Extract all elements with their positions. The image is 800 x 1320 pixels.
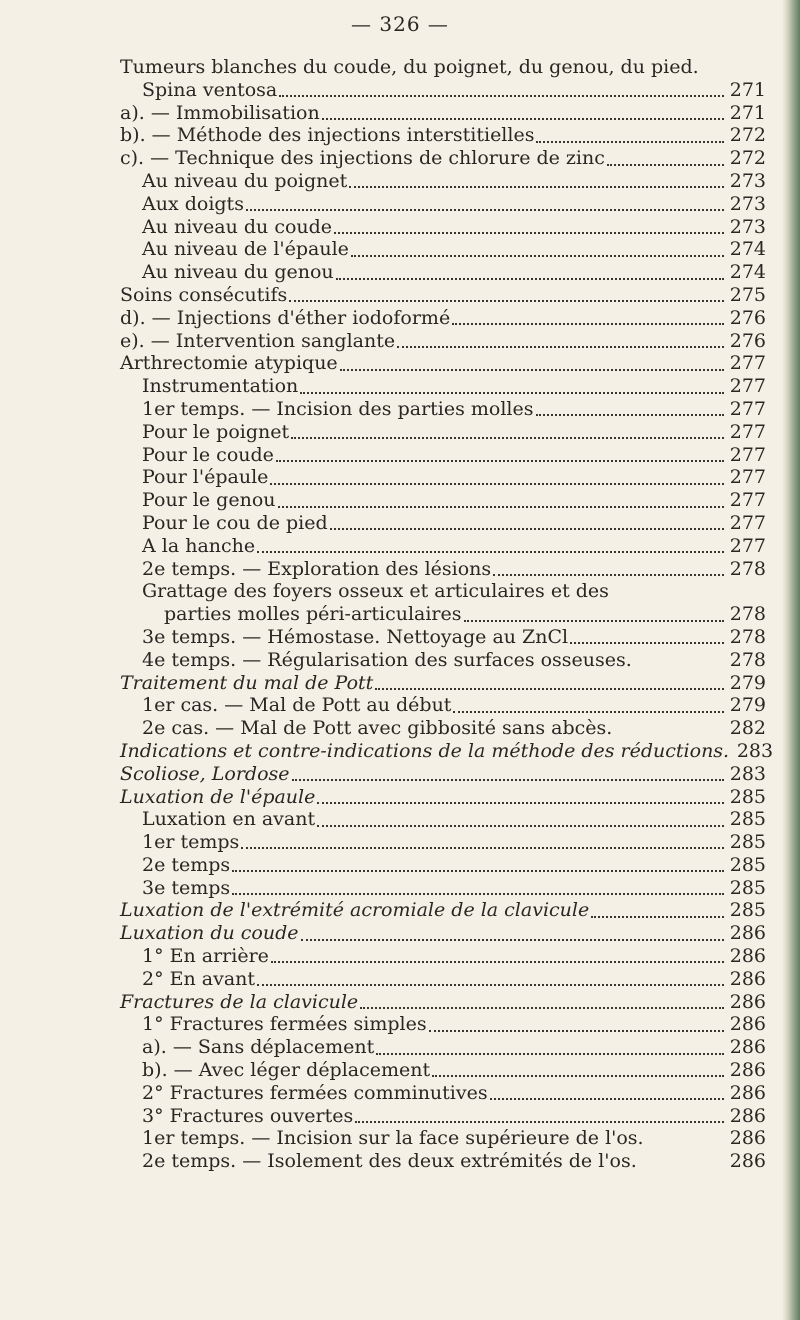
toc-entry-page: 278: [729, 557, 766, 580]
toc-entry: [120, 1082, 766, 1105]
dot-leader: [257, 984, 724, 986]
toc-entry-label: Instrumentation: [142, 375, 299, 398]
toc-entry: [120, 124, 766, 147]
toc-entry-label: 2e temps. — Exploration des lésions: [142, 557, 492, 580]
toc-entry: [120, 831, 766, 854]
dot-leader: [376, 1053, 724, 1055]
toc-entry-label: Luxation de l'extrémité acromiale de la clavicule: [120, 899, 590, 922]
dot-leader: [322, 118, 724, 120]
toc-entry: [120, 147, 766, 170]
toc-entry: [120, 945, 766, 968]
toc-entry-label: Indications et contre-indications de la méthode des réductions.: [120, 739, 730, 762]
table-of-contents: [120, 56, 774, 1173]
toc-entry-page: 286: [729, 1104, 766, 1127]
toc-entry-label: d). — Injections d'éther iodoformé: [120, 306, 451, 329]
toc-entry: [120, 466, 766, 489]
dot-leader: [279, 95, 724, 97]
dot-leader: [300, 392, 724, 394]
toc-entry-page: 277: [729, 420, 766, 443]
dot-leader: [432, 1075, 724, 1077]
toc-entry-page: 278: [729, 603, 766, 626]
toc-entry-label: Grattage des foyers osseux et articulaires et des: [142, 580, 609, 603]
toc-entry-page: 285: [729, 899, 766, 922]
toc-entry: [120, 352, 766, 375]
toc-entry: [120, 284, 766, 307]
toc-entry: [120, 854, 766, 877]
toc-entry-label: parties molles péri-articulaires: [164, 603, 462, 626]
toc-entry: [120, 1013, 766, 1036]
toc-entry: [120, 763, 766, 786]
toc-entry: [120, 398, 766, 421]
dot-leader: [340, 369, 724, 371]
toc-entry-label: Au niveau du genou: [142, 261, 334, 284]
toc-entry: [120, 1127, 766, 1150]
toc-entry-label: b). — Méthode des injections interstitielles: [120, 124, 535, 147]
toc-entry-page: 286: [729, 945, 766, 968]
toc-entry-label: Pour le cou de pied: [142, 511, 328, 534]
toc-entry-label: Pour le genou: [142, 489, 276, 512]
toc-entry-label: 3° Fractures ouvertes: [142, 1104, 354, 1127]
dot-leader: [291, 437, 724, 439]
toc-entry: [120, 512, 766, 535]
toc-entry-page: 277: [729, 466, 766, 489]
toc-entry-page: 278: [729, 648, 766, 671]
toc-entry-page: 277: [729, 511, 766, 534]
toc-entry-label: 1er temps: [142, 831, 240, 854]
toc-entry-page: 286: [729, 1127, 766, 1150]
toc-entry-label: e). — Intervention sanglante: [120, 329, 396, 352]
toc-entry: [120, 216, 766, 239]
toc-entry-label: Luxation du coude: [120, 922, 299, 945]
toc-entry-page: 277: [729, 489, 766, 512]
toc-entry-page: 275: [729, 283, 766, 306]
toc-entry-page: 283: [729, 762, 766, 785]
toc-entry: [120, 102, 766, 125]
toc-entry-page: 286: [729, 1059, 766, 1082]
toc-entry-label: Luxation en avant: [142, 808, 316, 831]
toc-entry-label: b). — Avec léger déplacement: [142, 1059, 431, 1082]
dot-leader: [271, 961, 724, 963]
toc-entry-label: 2° En avant: [142, 967, 256, 990]
toc-entry: [120, 808, 766, 831]
toc-entry-page: 283: [736, 739, 774, 762]
toc-entry: [120, 1059, 766, 1082]
toc-entry-page: 274: [729, 261, 766, 284]
toc-entry-page: 286: [729, 990, 766, 1013]
toc-entry-label: Scoliose, Lordose: [120, 762, 290, 785]
toc-entry: [120, 238, 766, 261]
toc-entry-page: 278: [729, 625, 766, 648]
dot-leader: [301, 939, 725, 941]
dot-leader: [334, 232, 724, 234]
toc-entry: [120, 330, 766, 353]
toc-entry-page: 273: [729, 192, 766, 215]
toc-entry-page: 285: [729, 853, 766, 876]
toc-entry: [120, 1036, 766, 1059]
dot-leader: [317, 825, 724, 827]
toc-entry-page: 277: [729, 375, 766, 398]
toc-entry: [120, 193, 766, 216]
toc-entry-page: 277: [729, 352, 766, 375]
page-edge-shadow: [782, 0, 800, 1320]
toc-entry-label: Pour l'épaule: [142, 466, 269, 489]
dot-leader: [241, 847, 724, 849]
dot-leader: [570, 642, 724, 644]
toc-entry-page: 285: [729, 785, 766, 808]
toc-entry: [120, 56, 766, 79]
toc-entry-label: Au niveau de l'épaule: [142, 238, 349, 261]
dot-leader: [317, 802, 724, 804]
toc-entry: [120, 603, 766, 626]
toc-entry-label: Au niveau du coude: [142, 215, 333, 238]
toc-entry-label: 1° Fractures fermées simples: [142, 1013, 427, 1036]
toc-entry-page: 286: [729, 922, 766, 945]
dot-leader: [452, 323, 724, 325]
dot-leader: [536, 141, 724, 143]
toc-entry-page: 286: [729, 967, 766, 990]
toc-entry: [120, 626, 766, 649]
toc-entry: [120, 375, 766, 398]
toc-entry: [120, 489, 766, 512]
toc-entry-label: 1er cas. — Mal de Pott au début: [142, 694, 452, 717]
toc-entry-label: a). — Sans déplacement: [142, 1036, 375, 1059]
toc-entry: [120, 307, 766, 330]
page-number: — 326 —: [351, 12, 449, 36]
dot-leader: [360, 1007, 724, 1009]
toc-entry-label: Luxation de l'épaule: [120, 785, 316, 808]
dot-leader: [490, 1098, 724, 1100]
toc-entry: [120, 580, 766, 603]
dot-leader: [278, 506, 725, 508]
toc-entry: [120, 170, 766, 193]
toc-entry-label: 1er temps. — Incision sur la face supérieure de l'os.: [142, 1127, 644, 1150]
dot-leader: [336, 278, 724, 280]
toc-entry: [120, 739, 774, 763]
toc-entry-label: Spina ventosa: [142, 78, 278, 101]
toc-entry-page: 272: [729, 124, 766, 147]
dot-leader: [292, 779, 725, 781]
toc-entry-label: 1er temps. — Incision des parties molles: [142, 397, 534, 420]
toc-entry-label: a). — Immobilisation: [120, 101, 320, 124]
dot-leader: [276, 460, 724, 462]
toc-entry-page: 285: [729, 876, 766, 899]
toc-entry: [120, 877, 766, 900]
toc-entry-label: 3e temps: [142, 876, 231, 899]
toc-entry-page: 282: [729, 717, 766, 740]
dot-leader: [375, 688, 724, 690]
toc-entry-page: 276: [729, 329, 766, 352]
dot-leader: [257, 551, 724, 553]
dot-leader: [397, 346, 724, 348]
toc-entry: [120, 968, 766, 991]
dot-leader: [464, 620, 724, 622]
toc-entry: [120, 786, 766, 809]
dot-leader: [591, 916, 724, 918]
toc-entry-label: c). — Technique des injections de chlorure de zinc: [120, 147, 605, 170]
toc-entry-page: 273: [729, 215, 766, 238]
dot-leader: [246, 209, 724, 211]
toc-entry-label: 2e temps: [142, 853, 231, 876]
toc-entry-label: 1° En arrière: [142, 945, 269, 968]
toc-entry-label: Tumeurs blanches du coude, du poignet, du genou, du pied.: [120, 56, 699, 78]
toc-entry-label: 4e temps. — Régularisation des surfaces osseuses.: [142, 648, 632, 671]
toc-entry-label: Aux doigts: [142, 192, 244, 215]
dot-leader: [349, 186, 724, 188]
dot-leader: [232, 870, 724, 872]
toc-entry: [120, 79, 766, 102]
toc-entry-page: 274: [729, 238, 766, 261]
dot-leader: [270, 483, 724, 485]
toc-entry-label: 3e temps. — Hémostase. Nettoyage au ZnCl: [142, 625, 569, 648]
toc-entry-label: Fractures de la clavicule: [120, 990, 359, 1013]
toc-entry: [120, 694, 766, 717]
toc-entry: [120, 649, 766, 672]
dot-leader: [493, 574, 724, 576]
toc-entry-label: 2e cas. — Mal de Pott avec gibbosité sans abcès.: [142, 717, 613, 740]
dot-leader: [453, 711, 724, 713]
toc-entry-label: Traitement du mal de Pott: [120, 671, 374, 694]
toc-entry-page: 277: [729, 534, 766, 557]
toc-entry-label: Arthrectomie atypique: [120, 352, 338, 375]
toc-entry-label: Soins consécutifs: [120, 283, 288, 306]
toc-entry-label: A la hanche: [142, 534, 256, 557]
toc-entry: [120, 535, 766, 558]
toc-entry-label: 2° Fractures fermées comminutives: [142, 1081, 488, 1104]
dot-leader: [607, 164, 724, 166]
toc-entry-page: 285: [729, 808, 766, 831]
toc-entry: [120, 899, 766, 922]
toc-entry-page: 286: [729, 1150, 766, 1173]
toc-entry-page: 286: [729, 1036, 766, 1059]
toc-entry: [120, 261, 766, 284]
dot-leader: [330, 528, 724, 530]
toc-entry-label: Pour le poignet: [142, 420, 290, 443]
dot-leader: [355, 1121, 724, 1123]
toc-entry-page: 286: [729, 1081, 766, 1104]
toc-entry-label: Pour le coude: [142, 443, 274, 466]
toc-entry: [120, 672, 766, 695]
dot-leader: [351, 255, 724, 257]
toc-entry-page: 286: [729, 1013, 766, 1036]
toc-entry-page: 277: [729, 397, 766, 420]
toc-entry: [120, 444, 766, 467]
toc-entry: [120, 922, 766, 945]
toc-entry-page: 279: [729, 694, 766, 717]
toc-entry: [120, 1105, 766, 1128]
toc-entry-label: Au niveau du poignet: [142, 169, 348, 192]
toc-entry-label: 2e temps. — Isolement des deux extrémités de l'os.: [142, 1150, 637, 1173]
toc-entry-page: 276: [729, 306, 766, 329]
dot-leader: [289, 300, 724, 302]
dot-leader: [232, 893, 724, 895]
toc-entry: [120, 558, 766, 581]
toc-entry-page: 271: [729, 101, 766, 124]
toc-entry-page: 272: [729, 147, 766, 170]
toc-entry-page: 277: [729, 443, 766, 466]
dot-leader: [429, 1030, 724, 1032]
toc-entry: [120, 991, 766, 1014]
toc-entry: [120, 717, 766, 740]
dot-leader: [536, 414, 724, 416]
toc-entry-page: 285: [729, 831, 766, 854]
toc-entry: [120, 1150, 766, 1173]
toc-entry-page: 273: [729, 169, 766, 192]
toc-entry-page: 279: [729, 671, 766, 694]
toc-entry: [120, 421, 766, 444]
toc-entry-page: 271: [729, 78, 766, 101]
